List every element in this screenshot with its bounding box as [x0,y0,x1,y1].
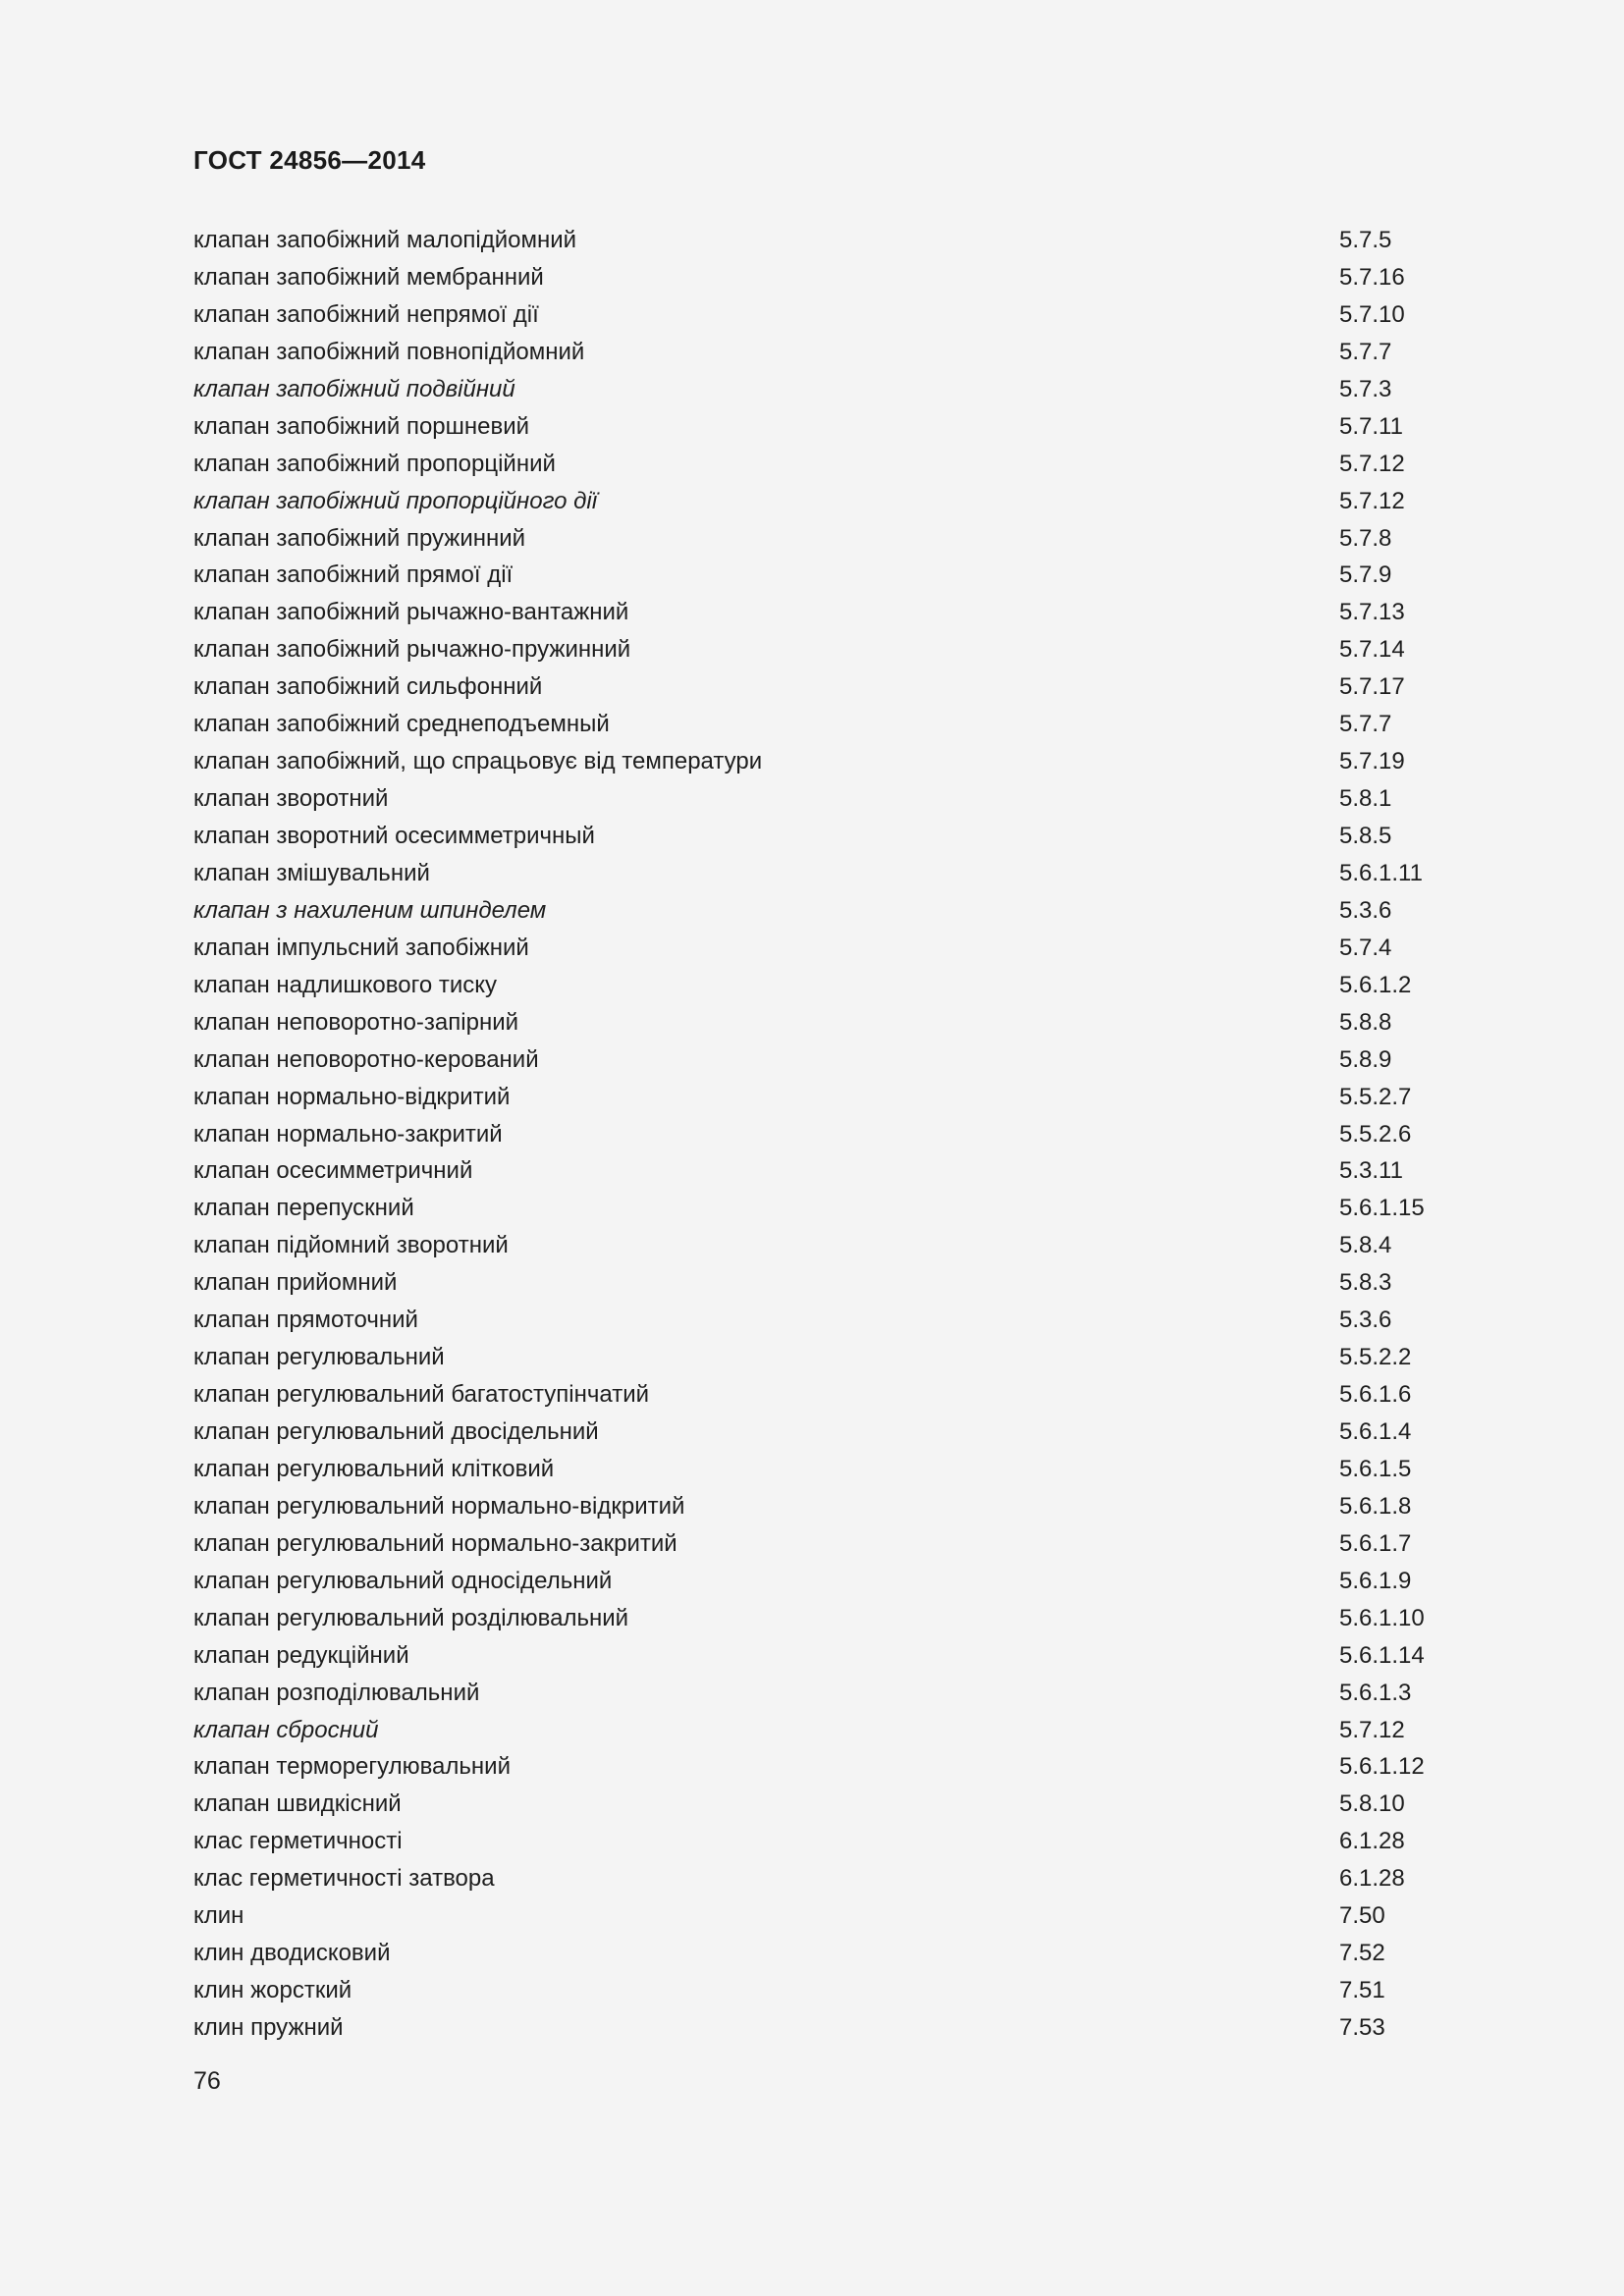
entry-term: клапан регулювальний нормально-закритий [193,1529,677,1557]
entry-section-ref: 5.6.1.8 [1339,1492,1412,1520]
entry-section-ref: 5.6.1.14 [1339,1641,1425,1669]
entry-section-ref: 5.7.7 [1339,338,1392,365]
index-entry [193,1116,1470,1153]
index-entry [193,1897,1470,1935]
entry-section-ref: 5.7.7 [1339,711,1392,738]
entry-term: клапан зворотний осесимметричный [193,823,595,849]
entry-term: клапан запобіжний рычажно-пружинний [193,636,631,664]
entry-term: клапан регулювальний нормально-відкритий [193,1492,685,1520]
entry-term: клапан нормально-відкритий [193,1083,511,1110]
entry-section-ref: 5.6.1.10 [1339,1604,1425,1631]
entry-section-ref: 5.7.4 [1339,934,1392,961]
entry-term: клапан з нахиленим шпинделем [193,896,547,924]
entry-section-ref: 5.7.9 [1339,561,1392,589]
entry-term: клапан запобіжний пружинний [193,524,526,552]
index-entry [193,259,1470,296]
entry-term: клапан надлишкового тиску [193,971,498,998]
index-entry [193,1600,1470,1637]
entry-section-ref: 5.7.12 [1339,1716,1405,1743]
entry-section-ref: 7.52 [1339,1940,1385,1967]
index-entry [193,1302,1470,1339]
entry-section-ref: 6.1.28 [1339,1828,1405,1855]
entry-section-ref: 5.8.5 [1339,823,1392,849]
index-entry [193,1451,1470,1488]
index-entry [193,557,1470,594]
entry-term: клапан швидкісний [193,1790,402,1818]
entry-section-ref: 5.8.10 [1339,1790,1405,1818]
entry-term: клас герметичності [193,1828,403,1855]
entry-term: клапан запобіжний повнопідйомний [193,338,585,365]
index-entry [193,296,1470,334]
index-entry [193,1376,1470,1414]
index-entry [193,446,1470,483]
term-index-list [193,222,1470,2047]
entry-term: клапан запобіжний пропорційний [193,450,556,477]
index-entry [193,1488,1470,1525]
index-entry [193,668,1470,706]
index-entry [193,1079,1470,1116]
entry-section-ref: 5.6.1.12 [1339,1753,1425,1781]
entry-section-ref: 5.3.6 [1339,896,1392,924]
entry-term: клапан запобіжний мембранний [193,263,544,291]
entry-term: клапан запобіжний среднеподъемный [193,711,610,738]
entry-section-ref: 5.5.2.2 [1339,1344,1412,1371]
index-entry [193,483,1470,520]
index-entry [193,594,1470,631]
entry-section-ref: 5.7.11 [1339,412,1403,440]
index-entry [193,706,1470,743]
entry-term: клапан запобіжний подвійний [193,375,515,402]
entry-term: клин жорсткий [193,1977,352,2004]
entry-section-ref: 5.5.2.7 [1339,1083,1412,1110]
index-entry [193,1414,1470,1451]
index-entry [193,1525,1470,1563]
page-header-title: ГОСТ 24856—2014 [193,145,426,175]
entry-section-ref: 5.6.1.3 [1339,1679,1412,1706]
entry-term: клапан запобіжний, що спрацьовує від температури [193,748,763,775]
entry-section-ref: 6.1.28 [1339,1865,1405,1893]
entry-term: клапан запобіжний прямої дії [193,561,514,589]
entry-section-ref: 5.8.9 [1339,1045,1392,1073]
index-entry [193,520,1470,558]
entry-section-ref: 7.50 [1339,1902,1385,1930]
index-entry [193,1823,1470,1860]
index-entry [193,780,1470,818]
index-entry [193,1935,1470,1972]
entry-section-ref: 5.3.11 [1339,1157,1403,1185]
entry-term: клапан запобіжний непрямої дії [193,300,539,328]
entry-term: клапан регулювальний односідельний [193,1567,613,1594]
index-entry [193,930,1470,967]
index-entry [193,892,1470,930]
entry-term: клапан розподілювальний [193,1679,480,1706]
entry-section-ref: 5.8.1 [1339,785,1392,813]
entry-section-ref: 5.6.1.9 [1339,1567,1412,1594]
entry-term: клапан неповоротно-запірний [193,1008,519,1036]
index-entry [193,1860,1470,1897]
index-entry [193,1786,1470,1823]
entry-section-ref: 5.7.12 [1339,450,1405,477]
entry-term: клапан сбросний [193,1716,379,1743]
entry-section-ref: 5.7.17 [1339,673,1405,701]
entry-term: клапан осесимметричний [193,1157,473,1185]
entry-term: клапан змішувальний [193,859,430,886]
entry-term: клапан зворотний [193,785,389,813]
entry-term: клапан редукційний [193,1641,409,1669]
entry-term: клапан неповоротно-керований [193,1045,539,1073]
entry-section-ref: 5.6.1.5 [1339,1455,1412,1482]
index-entry [193,967,1470,1004]
entry-section-ref: 5.6.1.15 [1339,1195,1425,1222]
entry-term: клапан терморегулювальний [193,1753,511,1781]
index-entry [193,743,1470,780]
index-entry [193,222,1470,259]
entry-section-ref: 5.5.2.6 [1339,1120,1412,1148]
entry-term: клин пружний [193,2014,344,2041]
entry-term: клапан запобіжний рычажно-вантажний [193,599,629,626]
index-entry [193,1227,1470,1264]
entry-section-ref: 5.6.1.2 [1339,971,1412,998]
entry-term: клин [193,1902,244,1930]
index-entry [193,631,1470,668]
entry-section-ref: 5.7.19 [1339,748,1405,775]
entry-term: клапан регулювальний [193,1344,445,1371]
index-entry [193,371,1470,408]
entry-term: клапан перепускний [193,1195,414,1222]
entry-section-ref: 5.6.1.6 [1339,1381,1412,1409]
entry-section-ref: 5.8.3 [1339,1269,1392,1297]
entry-section-ref: 5.7.5 [1339,227,1392,253]
entry-term: клин дводисковий [193,1940,391,1967]
index-entry [193,408,1470,446]
index-entry [193,1563,1470,1600]
index-entry [193,1041,1470,1079]
entry-section-ref: 5.8.8 [1339,1008,1392,1036]
entry-section-ref: 5.8.4 [1339,1232,1392,1259]
index-entry [193,1675,1470,1712]
index-entry [193,1712,1470,1749]
entry-term: клапан запобіжний сильфонний [193,673,543,701]
entry-section-ref: 7.53 [1339,2014,1385,2041]
entry-term: клапан регулювальний багатоступінчатий [193,1381,650,1409]
index-entry [193,1152,1470,1190]
index-entry [193,1004,1470,1041]
index-entry [193,818,1470,855]
entry-section-ref: 5.6.1.4 [1339,1418,1412,1445]
entry-section-ref: 5.7.10 [1339,300,1405,328]
entry-term: клапан підйомний зворотний [193,1232,509,1259]
index-entry [193,855,1470,892]
entry-section-ref: 5.7.16 [1339,263,1405,291]
entry-term: клапан запобіжний пропорційного дії [193,487,598,514]
entry-section-ref: 5.7.13 [1339,599,1405,626]
entry-term: клапан регулювальний розділювальний [193,1604,629,1631]
index-entry [193,1339,1470,1376]
entry-term: клапан прямоточний [193,1307,418,1334]
page-number: 76 [193,2067,221,2095]
index-entry [193,1264,1470,1302]
entry-term: клапан запобіжний малопідйомний [193,227,577,253]
entry-section-ref: 5.6.1.7 [1339,1529,1412,1557]
entry-term: клапан регулювальний клітковий [193,1455,555,1482]
index-entry [193,1190,1470,1227]
entry-section-ref: 5.7.12 [1339,487,1405,514]
entry-section-ref: 5.7.3 [1339,375,1392,402]
entry-term: клапан імпульсний запобіжний [193,934,529,961]
entry-section-ref: 5.6.1.11 [1339,859,1423,886]
entry-term: клапан прийомний [193,1269,398,1297]
entry-section-ref: 5.7.8 [1339,524,1392,552]
index-entry [193,1637,1470,1675]
index-entry [193,2009,1470,2047]
index-entry [193,1972,1470,2009]
entry-term: клапан запобіжний поршневий [193,412,530,440]
entry-section-ref: 7.51 [1339,1977,1385,2004]
entry-term: клас герметичності затвора [193,1865,495,1893]
entry-section-ref: 5.3.6 [1339,1307,1392,1334]
index-entry [193,1748,1470,1786]
entry-term: клапан регулювальний двосідельний [193,1418,599,1445]
entry-section-ref: 5.7.14 [1339,636,1405,664]
entry-term: клапан нормально-закритий [193,1120,503,1148]
index-entry [193,334,1470,371]
